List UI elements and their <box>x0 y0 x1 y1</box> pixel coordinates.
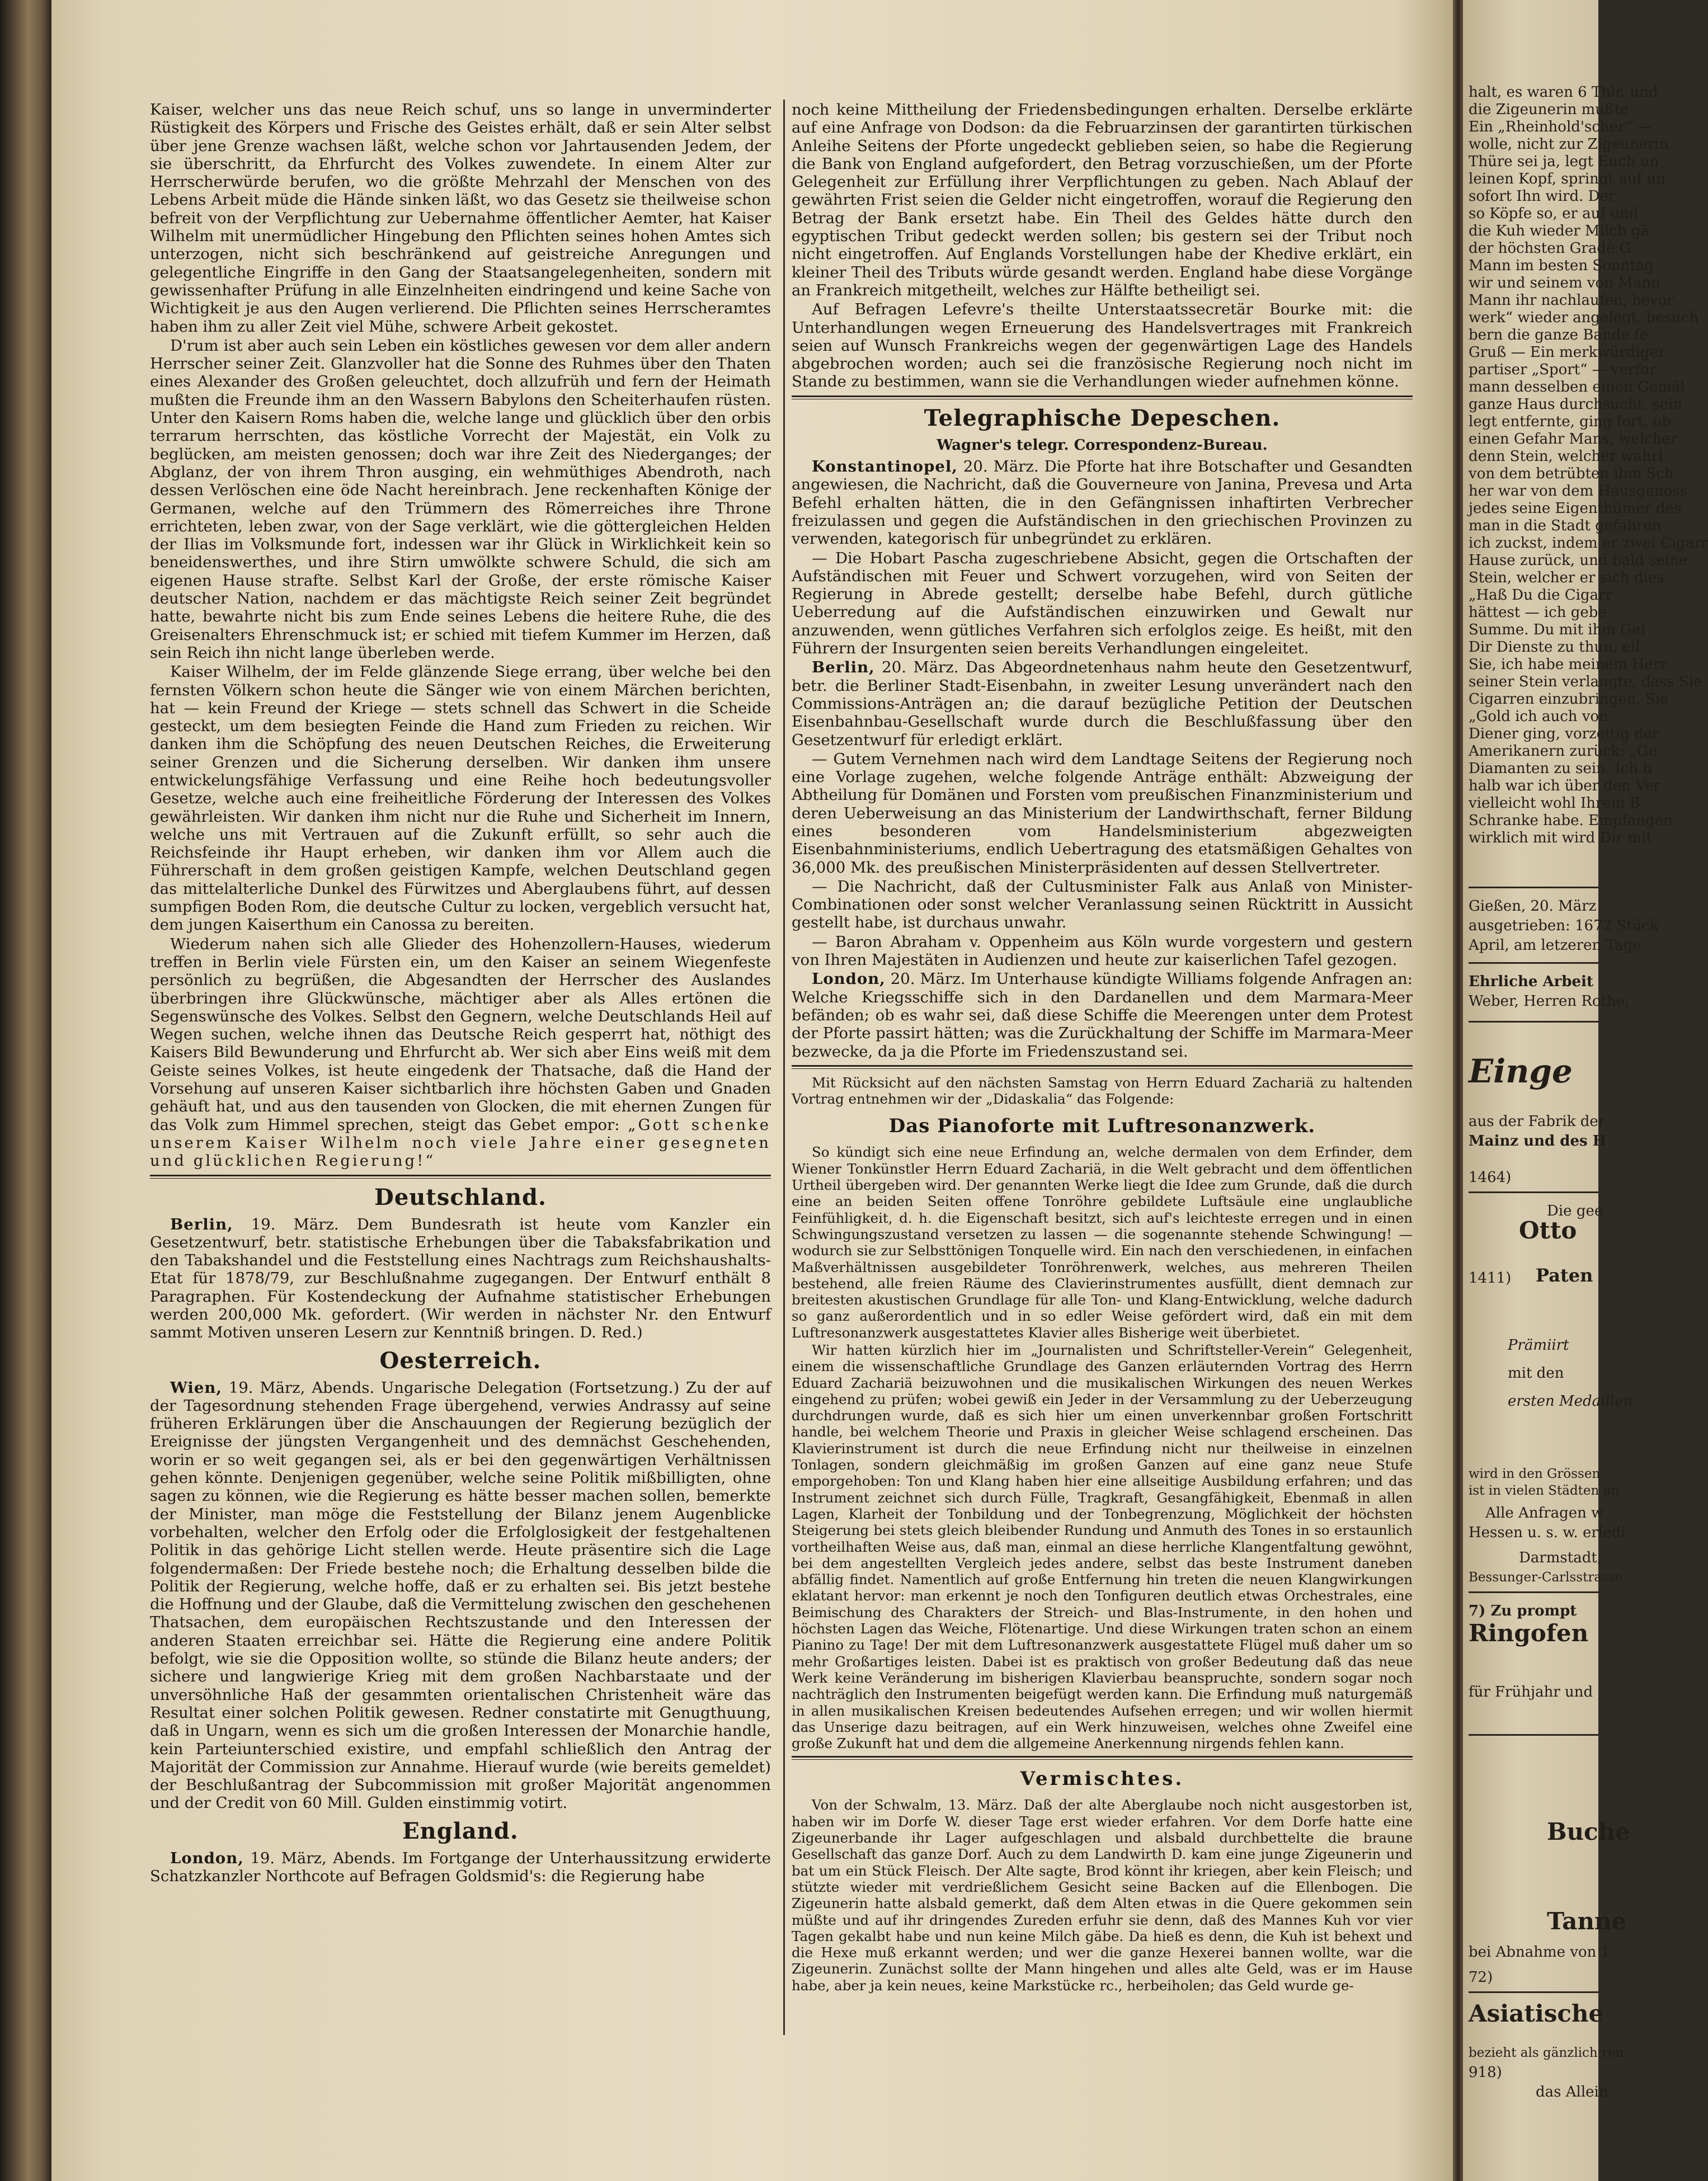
london-dateline-1: London, <box>170 1849 244 1867</box>
next-page-line: „Haß Du die Cigarr <box>1469 587 1612 604</box>
next-page-line: seiner Stein verlangte, dass Sie <box>1469 673 1702 690</box>
column-right <box>792 101 1413 1995</box>
next-wirdin: wird in den Grössen <box>1469 1467 1601 1481</box>
kaiser-paragraph-4-text: Wiederum nahen sich alle Glieder des Hohenzollern-Hauses, wiederum treffen in Berlin viele Fürsten ein, um den Kaiser an seinem Wiegenfeste persönlich zu begrüßen, die Abgesandten der Herrscher des Auslandes überbringen ihre Glückwünsche, mächtiger aber als Alles ertönen die Segenswünsche des Volkes. Selbst den Gegnern, welche Deutschlands Heil auf Wegen suchen, welche ihnen das Deutsche Reich gesperrt hat, nöthigt des Kaisers Bild Bewunderung und Ehrfurcht ab. Wer sich aber Eins weiß mit dem Geiste seines Volkes, ist heute eingedenk der Thatsache, daß die Hand der Vorsehung auf unseren Kaiser sichtbarlich ihre höchsten Gaben und Gnaden gehäuft hat, und aus den tausenden von Glocken, die mit ehernen Zungen für das Volk zum Himmel sprechen, steigt das Gebet empor: <box>150 935 771 1134</box>
next-page-line: jedes seine Eigenthümer des <box>1469 500 1682 517</box>
subheading-bureau: Wagner's telegr. Correspondenz-Bureau. <box>937 436 1268 454</box>
wien-text: 19. März, Abends. Ungarische Delegation (Fortsetzung.) Zu der auf der Tagesordnung stehenden Frage übergehend, verwies Andrassy auf seine früheren Erklärungen über die Anschauungen der Regierung bezüglich der Ereignisse der jüngsten Vergangenheit und des demnächst Geschehenden, worin er so weit gegangen sei, als er bei den gegenwärtigen Verhältnissen gehen könnte. Denjenigen gegenüber, welche seine Politik mißbilligten, ohne sagen zu können, wie die Regierung es hätte besser machen sollen, bemerkte der Minister, man möge die Feststellung der Bilanz jenem Augenblicke vorbehalten, welcher den Erfolg oder die Erfolglosigkeit der festgehaltenen Politik in das gehörige Licht stellen werde. Heute präsentire sich die Lage folgendermaßen: Der Friede bestehe noch; die Erhaltung desselben bilde die Politik der Regierung, welche hoffe, daß er zu erhalten sei. Bis jetzt bestehe die Hoffnung und der Glaube, daß die Vermittelung zwischen den geschehenen Thatsachen, dem europäischen Rechtszustande und den Interessen der anderen Staaten erreichbar sei. Hätte die Regierung eine andere Politik befolgt, wie sie die Opposition wollte, so stünde die Bilanz heute anders; der sichere und langwierige Krieg mit dem großen Nachbarstaate und der unversöhnliche Haß der gesammten orientalischen Christenheit wäre das Resultat einer solchen Politik gewesen. Redner constatirte mit Genugthuung, daß in Ungarn, wenn es sich um die großen Interessen der Monarchie handle, kein Parteiunterschied existire, und empfahl schließlich den Antrag der Majorität der Commission zur Annahme. Hierauf wurde (wie bereits gemeldet) der Beschlußantrag der Subcommission mit großer Majorität angenommen und der Credit von 60 Mill. Gulden einstimmig votirt. <box>150 1378 771 1812</box>
next-page-rule <box>1469 1191 1598 1193</box>
berlin-text-2: 20. März. Das Abgeordnetenhaus nahm heute den Gesetzentwurf, betr. die Berliner Stadt-Eisenbahn, in zweiter Lesung unverändert nach den Commissions-Anträgen an; die darauf bezügliche Petition der Deutschen Eisenbahnbau-Gesellschaft wurde durch die Beschlußfassung über den Gesetzentwurf für erledigt erklärt. <box>792 658 1413 749</box>
next-istin: ist in vielen Städten an <box>1469 1483 1620 1498</box>
konstantinopel-article-2: — Die Hobart Pascha zugeschriebene Absicht, gegen die Ortschaften der Aufständischen mit Feuer und Schwert vorzugehen, wird von Seiten der Regierung in Abrede gestellt; derselbe habe Befehl, durch gütliche Ueberredung auf die Aufständischen einzuwirken und Gewalt nur anzuwenden, wenn gütliches Verfahren sich erfolglos zeige. Es heißt, mit den Führern der Insurgenten seien bereits Verhandlungen eingeleitet. <box>792 549 1413 658</box>
berlin-text: 19. März. Dem Bundesrath ist heute vom Kanzler ein Gesetzentwurf, betr. statistische Erhebungen über die Tabaksfabrikation und den Tabakshandel und die Feststellung eines Nachtrags zum Reichshaushalts-Etat für 1878/79, zur Beschlußnahme zugegangen. Der Entwurf enthält 8 Paragraphen. Für Kostendeckung der Aufnahme statistischer Erhebungen werden 200,000 Mk. gefordert. (Wir werden in nächster Nr. den Entwurf sammt Motiven unseren Lesern zur Kenntniß bringen. D. Red.) <box>150 1215 771 1342</box>
berlin-article <box>150 1216 771 1342</box>
section-rule <box>150 1175 771 1179</box>
kaiser-paragraph-4 <box>150 935 771 1170</box>
next-page-line: Amerikanern zurück: „Ge <box>1469 743 1657 760</box>
next-giessen: Gießen, 20. März <box>1469 898 1597 915</box>
next-page-line: legt entfernte, ging fort, ob <box>1469 413 1671 430</box>
next-giessen-2: ausgetrieben: 1672 Stück <box>1469 917 1659 934</box>
section-rule <box>792 1756 1413 1760</box>
next-page-line: hättest — ich gebe <box>1469 604 1607 621</box>
next-bezieht: bezieht als gänzlich ren <box>1469 2046 1624 2060</box>
konstantinopel-dateline: Konstantinopel, <box>812 458 958 476</box>
next-page-rule <box>1469 962 1598 964</box>
next-page-line: halb war ich über den Ver <box>1469 778 1660 794</box>
england-continued-2: Auf Befragen Lefevre's theilte Unterstaatssecretär Bourke mit: die Unterhandlungen wegen Erneuerung des Handelsvertrages mit Frankreich seien auf Wunsch Frankreichs wegen der gegenwärtigen Lage des Handels abgebrochen worden; auch sei die französische Regierung noch nicht im Stande zu bestimmen, wann sie die Verhandlungen wieder aufnehmen könne. <box>792 300 1413 391</box>
book-gutter <box>1453 0 1463 2181</box>
next-page-line: sofort Ihn wird. Der <box>1469 188 1616 205</box>
heading-pianoforte: Das Pianoforte mit Luftresonanzwerk. <box>888 1115 1316 1138</box>
london-dateline-2: London, <box>812 970 886 988</box>
next-tannen: Tanne <box>1547 1907 1627 1935</box>
london-article-1 <box>150 1849 771 1886</box>
heading-telegraphische-depeschen: Telegraphische Depeschen. <box>924 404 1281 431</box>
next-page-line: Hause zurück, und bald seine <box>1469 552 1688 569</box>
wien-article <box>150 1379 771 1812</box>
next-page-line: Summe. Du mit ihm Gel <box>1469 621 1645 638</box>
next-page-line: die Zigeunerin mußte <box>1469 101 1629 118</box>
next-72: 72) <box>1469 1969 1493 1986</box>
next-page-line: Ein „Rheinhold'scher“ — <box>1469 119 1652 135</box>
next-page-line: Gruß — Ein merkwürdiger <box>1469 344 1665 361</box>
next-page-line: halt, es waren 6 Thlr. und <box>1469 84 1658 101</box>
england-continued-1: noch keine Mittheilung der Friedensbedingungen erhalten. Derselbe erklärte auf eine Anfrage von Dodson: da die Februarzinsen der garantirten türkischen Anleihe Seitens der Pforte ungedeckt geblieben seien, so habe die Regierung die Bank von England aufgefordert, den Betrag vorzuschießen, um der Pforte Gelegenheit zur Erfüllung ihrer Verpflichtungen zu geben. Nach Ablauf der gewährten Frist seien die Gelder nicht eingetroffen, worauf die Regierung den Betrag der Bank ersetzt habe. Ein Theil des Geldes hätte durch den egyptischen Tribut gedeckt werden sollen; bis gestern sei der Tribut noch nicht eingetroffen. Auf Englands Vorstellungen habe der Khedive erklärt, ein kleiner Theil des Tributs würde gesandt werden. England habe diese Vorgänge an Frankreich mitgetheilt, welches zur Hälfte betheiligt sei. <box>792 101 1413 299</box>
next-page-line: Dir Dienste zu thun, eil <box>1469 639 1640 656</box>
book-binding-edge <box>0 0 51 2181</box>
next-asiatische: Asiatische <box>1469 2000 1604 2027</box>
next-page-line: Diener ging, vorzeitig der <box>1469 726 1659 742</box>
next-page-line: man in die Stadt gefahren <box>1469 517 1662 534</box>
next-ringofen: Ringofen <box>1469 1619 1589 1647</box>
konstantinopel-text: 20. März. Die Pforte hat ihre Botschafter und Gesandten angewiesen, die Nachricht, daß die Gouverneure von Janina, Prevesa und Arta Befehl erhalten hätten, die in den Gefängnissen inhaftirten Verbrecher freizulassen und gegen die Aufständischen in den griechischen Provinzen zu verwenden, kategorisch für unbegründet zu erklären. <box>792 458 1413 548</box>
next-page-rule <box>1469 1591 1598 1593</box>
next-page-line: Schranke habe. Empfangen <box>1469 812 1673 829</box>
next-page-line: Stein, welcher er sich dies <box>1469 569 1664 586</box>
next-page-line: denn Stein, welcher wahrl <box>1469 448 1663 465</box>
next-fabrik: aus der Fabrik der <box>1469 1113 1606 1130</box>
next-page-line: ich zuckst, indem er zwei Cigarr <box>1469 535 1708 552</box>
next-page-line: der höchsten Grade G <box>1469 240 1631 257</box>
next-praemiirt: Prämiirt <box>1508 1337 1569 1354</box>
next-page-line: wirklich mit wird Dir mit <box>1469 830 1652 846</box>
heading-deutschland: Deutschland. <box>374 1184 547 1210</box>
next-page-line: Sie, ich habe meinem Herr <box>1469 656 1667 673</box>
next-page-rule <box>1469 1991 1598 1993</box>
vermischtes-paragraph: Von der Schwalm, 13. März. Daß der alte Aberglaube noch nicht ausgestorben ist, haben wir im Dorfe W. dieser Tage erst wieder erfahren. Vor dem Dorfe hatte eine Zigeunerbande ihr Lager aufgeschlagen und alsbald durchbettelte die braune Gesellschaft das ganze Dorf. Auch zu dem Landwirth D. kam eine junge Zigeunerin und bat um ein Stück Fleisch. Der Alte sagte, Brod könnt ihr kriegen, aber kein Fleisch; und stützte wieder mit verdrießlichem Gesicht seine Backen auf die Ellenbogen. Die Zigeunerin hatte alsbald gemerkt, daß dem Alten etwas in die Quere gekommen sein müßte und auf ihr dringendes Zureden erfuhr sie denn, daß des Mannes Kuh vor vier Tagen gekalbt habe und nun keine Milch gäbe. Da hieß es denn, die Kuh ist behext und die Hexe muß erkannt werden; und wer die ganze Hexerei bannen wollte, war die Zigeunerin. Zunächst sollte der Mann hingehen und alles alte Geld, was er im Hause habe, aber ja kein neues, keine Markstücke rc., herbeiholen; das Geld wurde ge- <box>792 1797 1413 1994</box>
next-page-line: Thüre sei ja, legt Euch un <box>1469 153 1659 170</box>
next-diegeehrte: Die gee <box>1547 1203 1603 1219</box>
next-bei: bei Abnahme von 1 <box>1469 1944 1611 1961</box>
next-hessen: Hessen u. s. w. erledi <box>1469 1524 1626 1541</box>
next-page-line: her war von dem Hausgenoss <box>1469 483 1687 500</box>
kaiser-quote: „Gott schenke unserem Kaiser Wilhelm noch viele Jahre einer gesegneten und glücklichen Regierung!“ <box>150 1115 771 1170</box>
section-rule <box>792 395 1413 399</box>
next-giessen-3: April, am letzeren Tage <box>1469 937 1641 954</box>
berlin-article-2d: — Baron Abraham v. Oppenheim aus Köln wurde vorgestern und gestern von Ihren Majestäten in Audienzen und heute zur kaiserlichen Tafel gezogen. <box>792 932 1413 969</box>
berlin-dateline: Berlin, <box>170 1215 233 1233</box>
london-text-1: 19. März, Abends. Im Fortgange der Unterhaussitzung erwiderte Schatzkanzler Northcote auf Befragen Goldsmid's: die Regierung habe <box>150 1849 771 1886</box>
next-otto: Otto <box>1519 1217 1577 1244</box>
next-ehrliche-2: Weber, Herren Rothe, <box>1469 993 1630 1010</box>
next-page-line: mann desselben einen Gemäl <box>1469 379 1685 395</box>
next-patent: Paten <box>1536 1265 1593 1286</box>
berlin-article-2b: — Gutem Vernehmen nach wird dem Landtage Seitens der Regierung noch eine Vorlage zugehen, welche folgende Anträge enthält: Abzweigung der Abtheilung für Domänen und Forsten vom preußischen Finanzministerium und deren Ueberweisung an das Ministerium der Landwirthschaft, ferner Bildung eines besonderen vom Handelsministerium abgezweigten Eisenbahnministeriums, endlich Uebertragung des etatsmäßigen Gehaltes von 36,000 Mk. des preußischen Ministerpräsidenten auf dessen Stellvertreter. <box>792 750 1413 877</box>
next-1411: 1411) <box>1469 1270 1512 1287</box>
kaiser-paragraph-3: Kaiser Wilhelm, der im Felde glänzende Siege errang, über welche bei den fernsten Völkern schon heute die Sänger wie von einem Märchen berichten, hat — kein Freund der Kriege — stets schnell das Schwert in die Scheide gesteckt, um dem besiegten Feinde die Hand zum Frieden zu reichen. Wir danken ihm die Schöpfung des neuen Deutschen Reiches, die Erweiterung seiner Grenzen und die Sicherung derselben. Wir danken ihm unsere entwickelungsfähige Verfassung und eine Reihe hoch bedeutungsvoller Gesetze, welche auch eine freiheitliche Förderung der Interessen des Volkes gewährleisten. Wir danken ihm nicht nur die Ruhe und Sicherheit im Innern, welche uns mit Vertrauen auf die Zukunft erfüllt, so sehr auch die Reichsfeinde ihr Haupt erheben, wir danken ihm vor Allem auch die Führerschaft in dem großen geistigen Kampfe, welchen Deutschland gegen das mittelalterliche Dunkel des Fürwitzes und Aberglaubens führt, auf dessen sumpfigen Boden Rom, die deutsche Cultur zu locken, vergeblich versucht hat, dem jungen Kaiserthum ein Canossa zu bereiten. <box>150 663 771 934</box>
next-page-line: so Köpfe so, er auf und <box>1469 205 1639 222</box>
berlin-article-2 <box>792 658 1413 748</box>
london-text-2: 20. März. Im Unterhause kündigte Williams folgende Anfragen an: Welche Kriegsschiffe sich in den Dardanellen und dem Marmara-Meer befänden; ob es wahr sei, daß diese Schiffe die Meerengen unter dem Protest der Pforte passirt hätten; was die Zurückhaltung der Schiffe im Marmara-Meer bezwecke, da ja die Pforte im Friedenszustand sei. <box>792 970 1413 1061</box>
next-alle: Alle Anfragen w <box>1485 1505 1604 1521</box>
pianoforte-paragraph-1: So kündigt sich eine neue Erfindung an, welche dermalen von dem Erfinder, dem Wiener Tonkünstler Herrn Eduard Zachariä, in die Welt gebracht und dem öffentlichen Urtheil übergeben wird. Der genannten Werke liegt die Idee zum Grunde, daß die durch eine an beiden Seiten offene Tonröhre gebildete Luftsäule eine unglaubliche Feinfühligkeit, d. h. die Eigenschaft besitzt, sich auf's leichteste erregen und in einen Schwingungszustand versetzen zu lassen — die sogenannte stehende Schwingung! — wodurch sie zur Selbsttönigen Tonquelle wird. Ein nach den verschiedenen, in einfachen Maßverhältnissen ausgebildeter Tonröhrenwerk, welches, aus mehreren Theilen bestehend, alle freien Räume des Clavierinstrumentes ausfüllt, dient demnach zur breitesten akustischen Grundlage für alle Ton- und Klang-Entwicklung, welche dadurch so ganz außerordentlich und in so edler Weise gefördert wird, daß ein mit dem Luftresonanzwerk ausgestattetes Klavier alles Bisherige weit überbietet. <box>792 1144 1413 1341</box>
section-rule <box>792 1065 1413 1069</box>
next-darmstadt: Darmstadt, <box>1519 1549 1602 1566</box>
next-page-line: werk“ wieder angelegt, besuch <box>1469 309 1699 326</box>
next-page-line: von dem betrübten ihm Sch <box>1469 465 1674 482</box>
wien-dateline: Wien, <box>170 1378 222 1397</box>
next-eingesandt: Einge <box>1469 1052 1573 1090</box>
berlin-article-2c: — Die Nachricht, daß der Cultusminister Falk aus Anlaß von Minister-Combinationen oder sonst welcher Veranlassung seinen Rücktritt in Aussicht gestellt habe, ist durchaus unwahr. <box>792 877 1413 932</box>
next-page-line: leinen Kopf, springt auf un <box>1469 171 1665 187</box>
next-page-line: Cigarren einzubringen. Sie <box>1469 691 1669 708</box>
heading-england: England. <box>402 1817 519 1844</box>
next-page-rule <box>1469 887 1598 888</box>
next-page-fragment <box>1463 0 1708 2181</box>
next-page-line: Diamanten zu sein. Ich h <box>1469 760 1653 777</box>
next-page-line: partiser „Sport“ — verfor <box>1469 361 1657 378</box>
next-page-line: die Kuh wieder Milch gä <box>1469 223 1649 239</box>
next-page-rule <box>1469 1734 1598 1736</box>
berlin-dateline-2: Berlin, <box>812 658 875 677</box>
column-divider <box>783 100 785 2035</box>
next-page-line: Mann ihr nachlaufen, bevor <box>1469 292 1674 309</box>
next-ersten: ersten Medaillen <box>1508 1393 1633 1410</box>
heading-vermischtes: Vermischtes. <box>1020 1768 1184 1791</box>
konstantinopel-article <box>792 458 1413 548</box>
next-7: 7) Zu prompt <box>1469 1603 1577 1619</box>
next-page-rule <box>1469 1021 1598 1023</box>
next-fuer: für Frühjahr und <box>1469 1684 1593 1700</box>
next-1464: 1464) <box>1469 1169 1512 1186</box>
next-page-line: wir und seinem von Mann <box>1469 275 1660 291</box>
next-page-line: „Gold ich auch von <box>1469 708 1608 725</box>
pianoforte-paragraph-2: Wir hatten kürzlich hier im „Journalisten und Schriftsteller-Verein“ Gelegenheit, einem die wissenschaftliche Grundlage des Ganzen erläuternden Vortrag des Herrn Eduard Zachariä beizuwohnen und die musikalischen Wirkungen des neuen Werkes eingehend zu prüfen; wobei gewiß ein Jeder in der Versammlung zu der Ueberzeugung durchdrungen wurde, daß es sich hier um einen unverkennbar großen Fortschritt handle, bei welchem Theorie und Praxis in gleicher Weise schlagend erscheinen. Das Klavierinstrument ist durch die neue Erfindung nicht nur theilweise in einzelnen Tonlagen, sondern gleichmäßig im großen Ganzen auf eine ganz neue Stufe emporgehoben: Ton und Klang haben hier eine allseitige Ausbildung erfahren; und das Instrument zeichnet sich durch Fülle, Tragkraft, Gesangfähigkeit, Ebenmaß in allen Lagen, Klarheit der Tonbildung und der Tonbegrenzung, Möglichkeit der höchsten Steigerung bei stets gleich bleibender Rundung und Anmuth des Tones in so erstaunlich vortheilhaften Weise aus, daß man, einmal an diese herrliche Klangentfaltung gewöhnt, bei dem angestellten Vergleich jedes andere, selbst das beste Instrument daneben abfällig findet. Namentlich auf große Entfernung hin treten die neuen Klangwirkungen eklatant hervor: man erkennt je noch den Tonfiguren deutlich etwas Orchestrales, eine Beimischung des Charakters der Streich- und Blas-Instrumente, in den hohen und höchsten Lagen das Weiche, Flötenartige. Und diese Wirkungen traten schon an einem Pianino zu Tage! Der mit dem Luftresonanzwerk ausgestattete Flügel muß daher um so mehr Großartiges leisten. Dabei ist es praktisch von großer Bedeutung daß das neue Werk keine Veränderung im bisherigen Klavierbau beanspruchte, sondern sogar noch nachträglich den Instrumenten beigefügt werden kann. Die Erfindung muß naturgemäß in allen musikalischen Kreisen bedeutendes Aufsehen erregen; und wir wollen hiermit das Unserige dazu beitragen, auf ein Werk hinzuweisen, welches ohne Zweifel eine große Zukunft hat und dem die allgemeine Anerkennung nirgends fehlen kann. <box>792 1342 1413 1752</box>
next-918: 918) <box>1469 2064 1502 2081</box>
london-article-2 <box>792 970 1413 1060</box>
column-left <box>150 101 771 1886</box>
next-page-line: Mann im besten Sonntag <box>1469 257 1654 274</box>
pianoforte-intro: Mit Rücksicht auf den nächsten Samstag von Herrn Eduard Zachariä zu haltenden Vortrag entnehmen wir der „Didaskalia“ das Folgende: <box>792 1074 1413 1108</box>
next-page-line: einen Gefahr Mans, welcher <box>1469 431 1678 447</box>
next-page-line: wolle, nicht zur Zigeunerin <box>1469 136 1669 153</box>
next-page-line: vielleicht wohl Ihrem B <box>1469 795 1640 812</box>
next-page-line: ganze Haus durchsucht, sein <box>1469 396 1683 413</box>
next-mainz: Mainz und des H <box>1469 1133 1607 1150</box>
kaiser-paragraph-2: D'rum ist aber auch sein Leben ein köstliches gewesen vor dem aller andern Herrscher seiner Zeit. Glanzvoller hat die Sonne des Ruhmes über den Thaten eines Alexander des Großen geleuchtet, doch allzufrüh und fern der Heimath mußten die Freunde ihm an den Wassern Babylons den Scheiterhaufen rüsten. Unter den Kaisern Roms haben die, welche lange und glücklich über den orbis terrarum herrschten, das köstliche Vorrecht der Majestät, ein Volk zu beglücken, am meisten genossen; doch war ihre Zeit des Niederganges; der Abglanz, der von ihrem Thron ausging, ein wehmüthiges Abendroth, nach dessen Verlöschen eine öde Nacht hereinbrach. Jene reckenhaften Könige der Germanen, welche auf den Trümmern des Römerreiches ihre Throne errichteten, leben zwar, von der Sage verklärt, wie die göttergleichen Helden der Ilias im Volksmunde fort, indessen war ihr Glück in Wirklichkeit kein so beneidenswerthes, und ihre Stirn umwölkte schwere Schuld, die sich am eigenen Hause strafte. Selbst Karl der Große, der erste römische Kaiser deutscher Nation, nachdem er das mächtigste Reich seiner Zeit begründet hatte, bewahrte nicht bis zum Ende seines Lebens die heitere Ruhe, die des Greisenalters Ehrenschmuck ist; er schied mit tiefem Kummer im Herzen, daß sein Reich ihn nicht lange überleben werde. <box>150 336 771 662</box>
next-page-line: bern die ganze Bande fe <box>1469 327 1648 343</box>
next-bessunger: Bessunger-Carlsstrasse <box>1469 1570 1623 1585</box>
next-ehrliche: Ehrliche Arbeit <box>1469 973 1593 990</box>
kaiser-paragraph-1: Kaiser, welcher uns das neue Reich schuf, uns so lange in unverminderter Rüstigkeit des Körpers und Frische des Geistes erhält, daß er sein Alter selbst über jene Grenze wachsen läßt, welche schon vor Jahrtausenden Jedem, der sie überschritt, da Ehrfurcht des Volkes zuwendete. In einem Alter zur Herrscherwürde berufen, wo die größte Mehrzahl der Menschen von des Lebens Arbeit müde die Hände sinken läßt, wo das Gesetz sie theilweise schon befreit von der Verpflichtung zur Uebernahme öffentlicher Aemter, hat Kaiser Wilhelm mit unermüdlicher Hingebung den Pflichten seines hohen Amtes sich unterzogen, nicht sich beschränkend auf geistreiche Anregungen und gelegentliche Eingriffe in den Gang der Staatsangelegenheiten, sondern mit gewissenhafter Prüfung in alle Einzelnheiten eindringend und keine Sache von Wichtigkeit je aus den Augen verlierend. Die Pflichten seines Herrscheramtes haben ihm zu aller Zeit viel Mühe, schwere Arbeit gekostet. <box>150 101 771 336</box>
heading-oesterreich: Oesterreich. <box>379 1347 542 1374</box>
next-buchen: Buche <box>1547 1818 1630 1845</box>
next-mitden: mit den <box>1508 1365 1564 1382</box>
next-dasallein: das Allein <box>1536 2084 1608 2100</box>
